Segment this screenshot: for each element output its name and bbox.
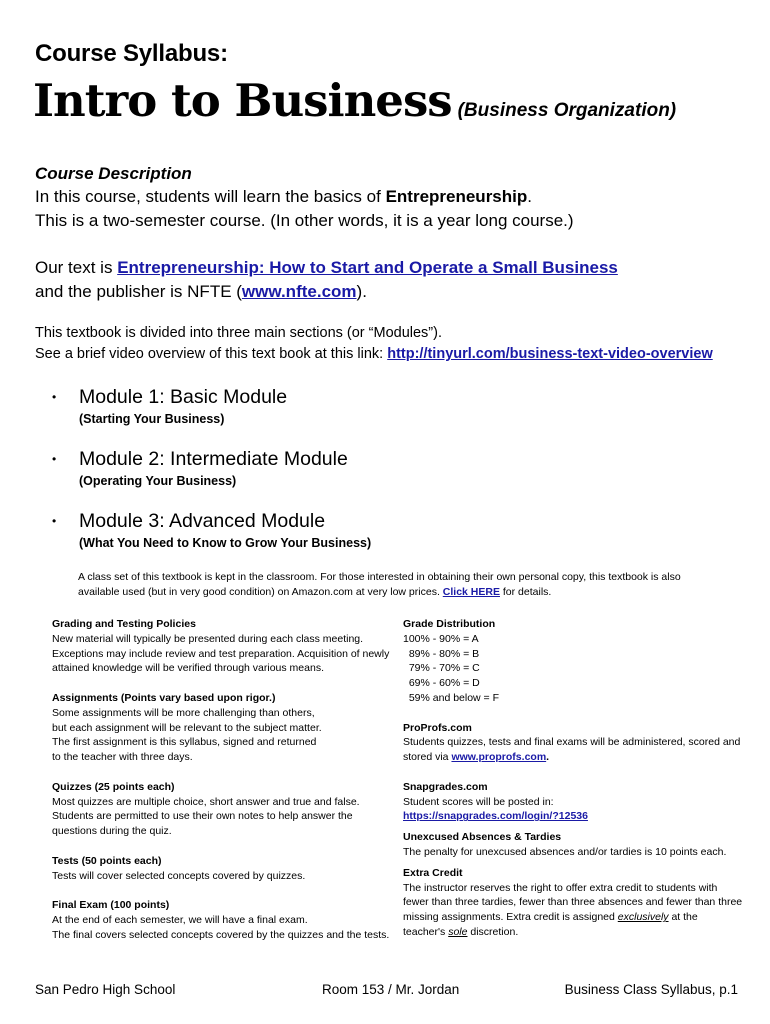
- course-subtitle: (Business Organization): [457, 100, 677, 121]
- bullet-icon: •: [52, 514, 57, 528]
- section-line: but each assignment will be relevant to the subject matter.: [52, 721, 322, 734]
- section-heading: Snapgrades.com: [403, 780, 488, 793]
- section-heading: Quizzes (25 points each): [52, 780, 175, 793]
- nfte-link[interactable]: www.nfte.com: [241, 282, 357, 301]
- grade-line: 79% - 70% = C: [403, 662, 480, 675]
- extra-line4-suffix: discretion.: [467, 925, 519, 938]
- section-heading: Extra Credit: [403, 866, 463, 879]
- video-overview-line: [35, 344, 713, 365]
- snapgrades-section: [403, 780, 748, 824]
- grade-line: 59% and below = F: [403, 691, 500, 704]
- bullet-icon: •: [52, 452, 57, 466]
- list-item: [52, 446, 652, 490]
- section-line: [403, 750, 748, 765]
- grade-distribution-section: [403, 617, 748, 706]
- class-set-suffix: for details.: [499, 586, 552, 598]
- policies-column: [52, 617, 397, 957]
- footer-school: San Pedro High School: [35, 982, 176, 997]
- section-line: [403, 910, 748, 925]
- module-title: Module 2: Intermediate Module: [79, 448, 348, 470]
- section-heading: Grading and Testing Policies: [52, 618, 196, 630]
- section-heading: ProProfs.com: [403, 721, 472, 734]
- snapgrades-link[interactable]: https://snapgrades.com/login/?12536: [403, 810, 588, 823]
- section-line: The instructor reserves the right to offer extra credit to students with: [403, 881, 718, 894]
- module-title: Module 3: Advanced Module: [79, 510, 326, 532]
- entrepreneurship-bold: Entrepreneurship: [385, 187, 528, 206]
- click-here-link[interactable]: Click HERE: [442, 586, 500, 598]
- grade-line: 100% - 90% = A: [403, 632, 479, 645]
- section-heading: Grade Distribution: [403, 618, 496, 630]
- quizzes-section: [52, 780, 397, 839]
- section-line: attained knowledge will be verified through various means.: [52, 662, 324, 675]
- section-line: Exceptions may include review and test preparation. Acquisition of newly: [52, 647, 390, 660]
- extra-line4-prefix: teacher's: [403, 925, 449, 938]
- section-line: Most quizzes are multiple choice, short answer and true and false.: [52, 795, 360, 808]
- final-exam-section: [52, 898, 397, 942]
- proprofs-suffix: .: [546, 751, 550, 764]
- course-syllabus-label: Course Syllabus:: [35, 40, 228, 67]
- proprofs-link[interactable]: www.proprofs.com: [451, 751, 547, 764]
- section-line: Some assignments will be more challenging than others,: [52, 706, 315, 719]
- section-line: The first assignment is this syllabus, signed and returned: [52, 736, 317, 749]
- info-column: [403, 617, 748, 940]
- extra-line3-prefix: missing assignments. Extra credit is assigned: [403, 911, 618, 924]
- list-item: [52, 384, 652, 428]
- proprofs-section: [403, 721, 748, 765]
- page-title: [33, 74, 676, 127]
- extra-line3-suffix: at the: [668, 911, 698, 924]
- course-description-line2: This is a two-semester course. (In other words, it is a year long course.): [35, 211, 574, 230]
- section-line: Students are permitted to use their own notes to help answer the: [52, 810, 353, 823]
- section-line: questions during the quiz.: [52, 825, 172, 838]
- textbook-line: [35, 256, 618, 280]
- section-line: The penalty for unexcused absences and/or tardies is 10 points each.: [403, 845, 727, 858]
- bullet-icon: •: [52, 390, 57, 404]
- section-heading: Tests (50 points each): [52, 854, 162, 867]
- class-set-text: A class set of this textbook is kept in the classroom. For those interested in obtaining their own personal copy, this textbook is also available used (but in very good condition) on Amazon.com at very low prices.: [78, 571, 681, 598]
- module-subtitle: (Starting Your Business): [79, 412, 225, 426]
- section-line: [403, 925, 748, 940]
- module-title: Module 1: Basic Module: [79, 386, 288, 408]
- assignments-section: [52, 691, 397, 765]
- extra-credit-section: [403, 866, 748, 940]
- exclusively-emphasis: exclusively: [617, 911, 669, 924]
- module-subtitle: (What You Need to Know to Grow Your Business): [79, 536, 372, 550]
- course-description-line1: [35, 185, 532, 209]
- module-list: [52, 384, 652, 570]
- section-heading: Unexcused Absences & Tardies: [403, 831, 562, 844]
- video-prefix: See a brief video overview of this text book at this link:: [35, 346, 388, 362]
- section-heading: Assignments (Points vary based upon rigor.): [52, 691, 276, 704]
- course-description-heading: Course Description: [35, 164, 192, 183]
- section-line: to the teacher with three days.: [52, 751, 193, 764]
- section-line: At the end of each semester, we will have a final exam.: [52, 913, 308, 926]
- proprofs-prefix: stored via: [403, 751, 452, 764]
- list-item: [52, 508, 652, 552]
- description-line1-prefix: In this course, students will learn the basics of: [35, 187, 386, 206]
- textbook-prefix: Our text is: [35, 258, 118, 277]
- section-heading: Final Exam (100 points): [52, 899, 170, 912]
- section-line: The final covers selected concepts covered by the quizzes and the tests.: [52, 928, 390, 941]
- publisher-prefix: and the publisher is NFTE (: [35, 282, 242, 301]
- section-line: Students quizzes, tests and final exams will be administered, scored and: [403, 736, 741, 749]
- grade-line: 69% - 60% = D: [403, 677, 480, 690]
- tests-section: [52, 854, 397, 884]
- grading-policies-section: [52, 617, 397, 676]
- section-line: New material will typically be presented during each class meeting.: [52, 632, 364, 645]
- publisher-suffix: ).: [356, 282, 367, 301]
- section-line: fewer than three tardies, fewer than three absences and fewer than three: [403, 896, 743, 909]
- textbook-title-link[interactable]: Entrepreneurship: How to Start and Operate a Small Business: [117, 258, 618, 277]
- course-title: Intro to Business: [33, 74, 452, 127]
- module-subtitle: (Operating Your Business): [79, 474, 237, 488]
- footer-page: Business Class Syllabus, p.1: [564, 982, 738, 997]
- footer-room: Room 153 / Mr. Jordan: [322, 982, 460, 997]
- description-line1-suffix: .: [527, 187, 532, 206]
- video-overview-link[interactable]: http://tinyurl.com/business-text-video-overview: [387, 346, 713, 362]
- absences-section: [403, 830, 748, 860]
- section-line: Tests will cover selected concepts covered by quizzes.: [52, 869, 306, 882]
- grade-line: 89% - 80% = B: [403, 647, 480, 660]
- publisher-line: [35, 280, 367, 304]
- sole-emphasis: sole: [448, 925, 468, 938]
- section-line: Student scores will be posted in:: [403, 795, 554, 808]
- textbook-sections-line: This textbook is divided into three main sections (or “Modules”).: [35, 325, 442, 341]
- class-set-note: [78, 570, 698, 600]
